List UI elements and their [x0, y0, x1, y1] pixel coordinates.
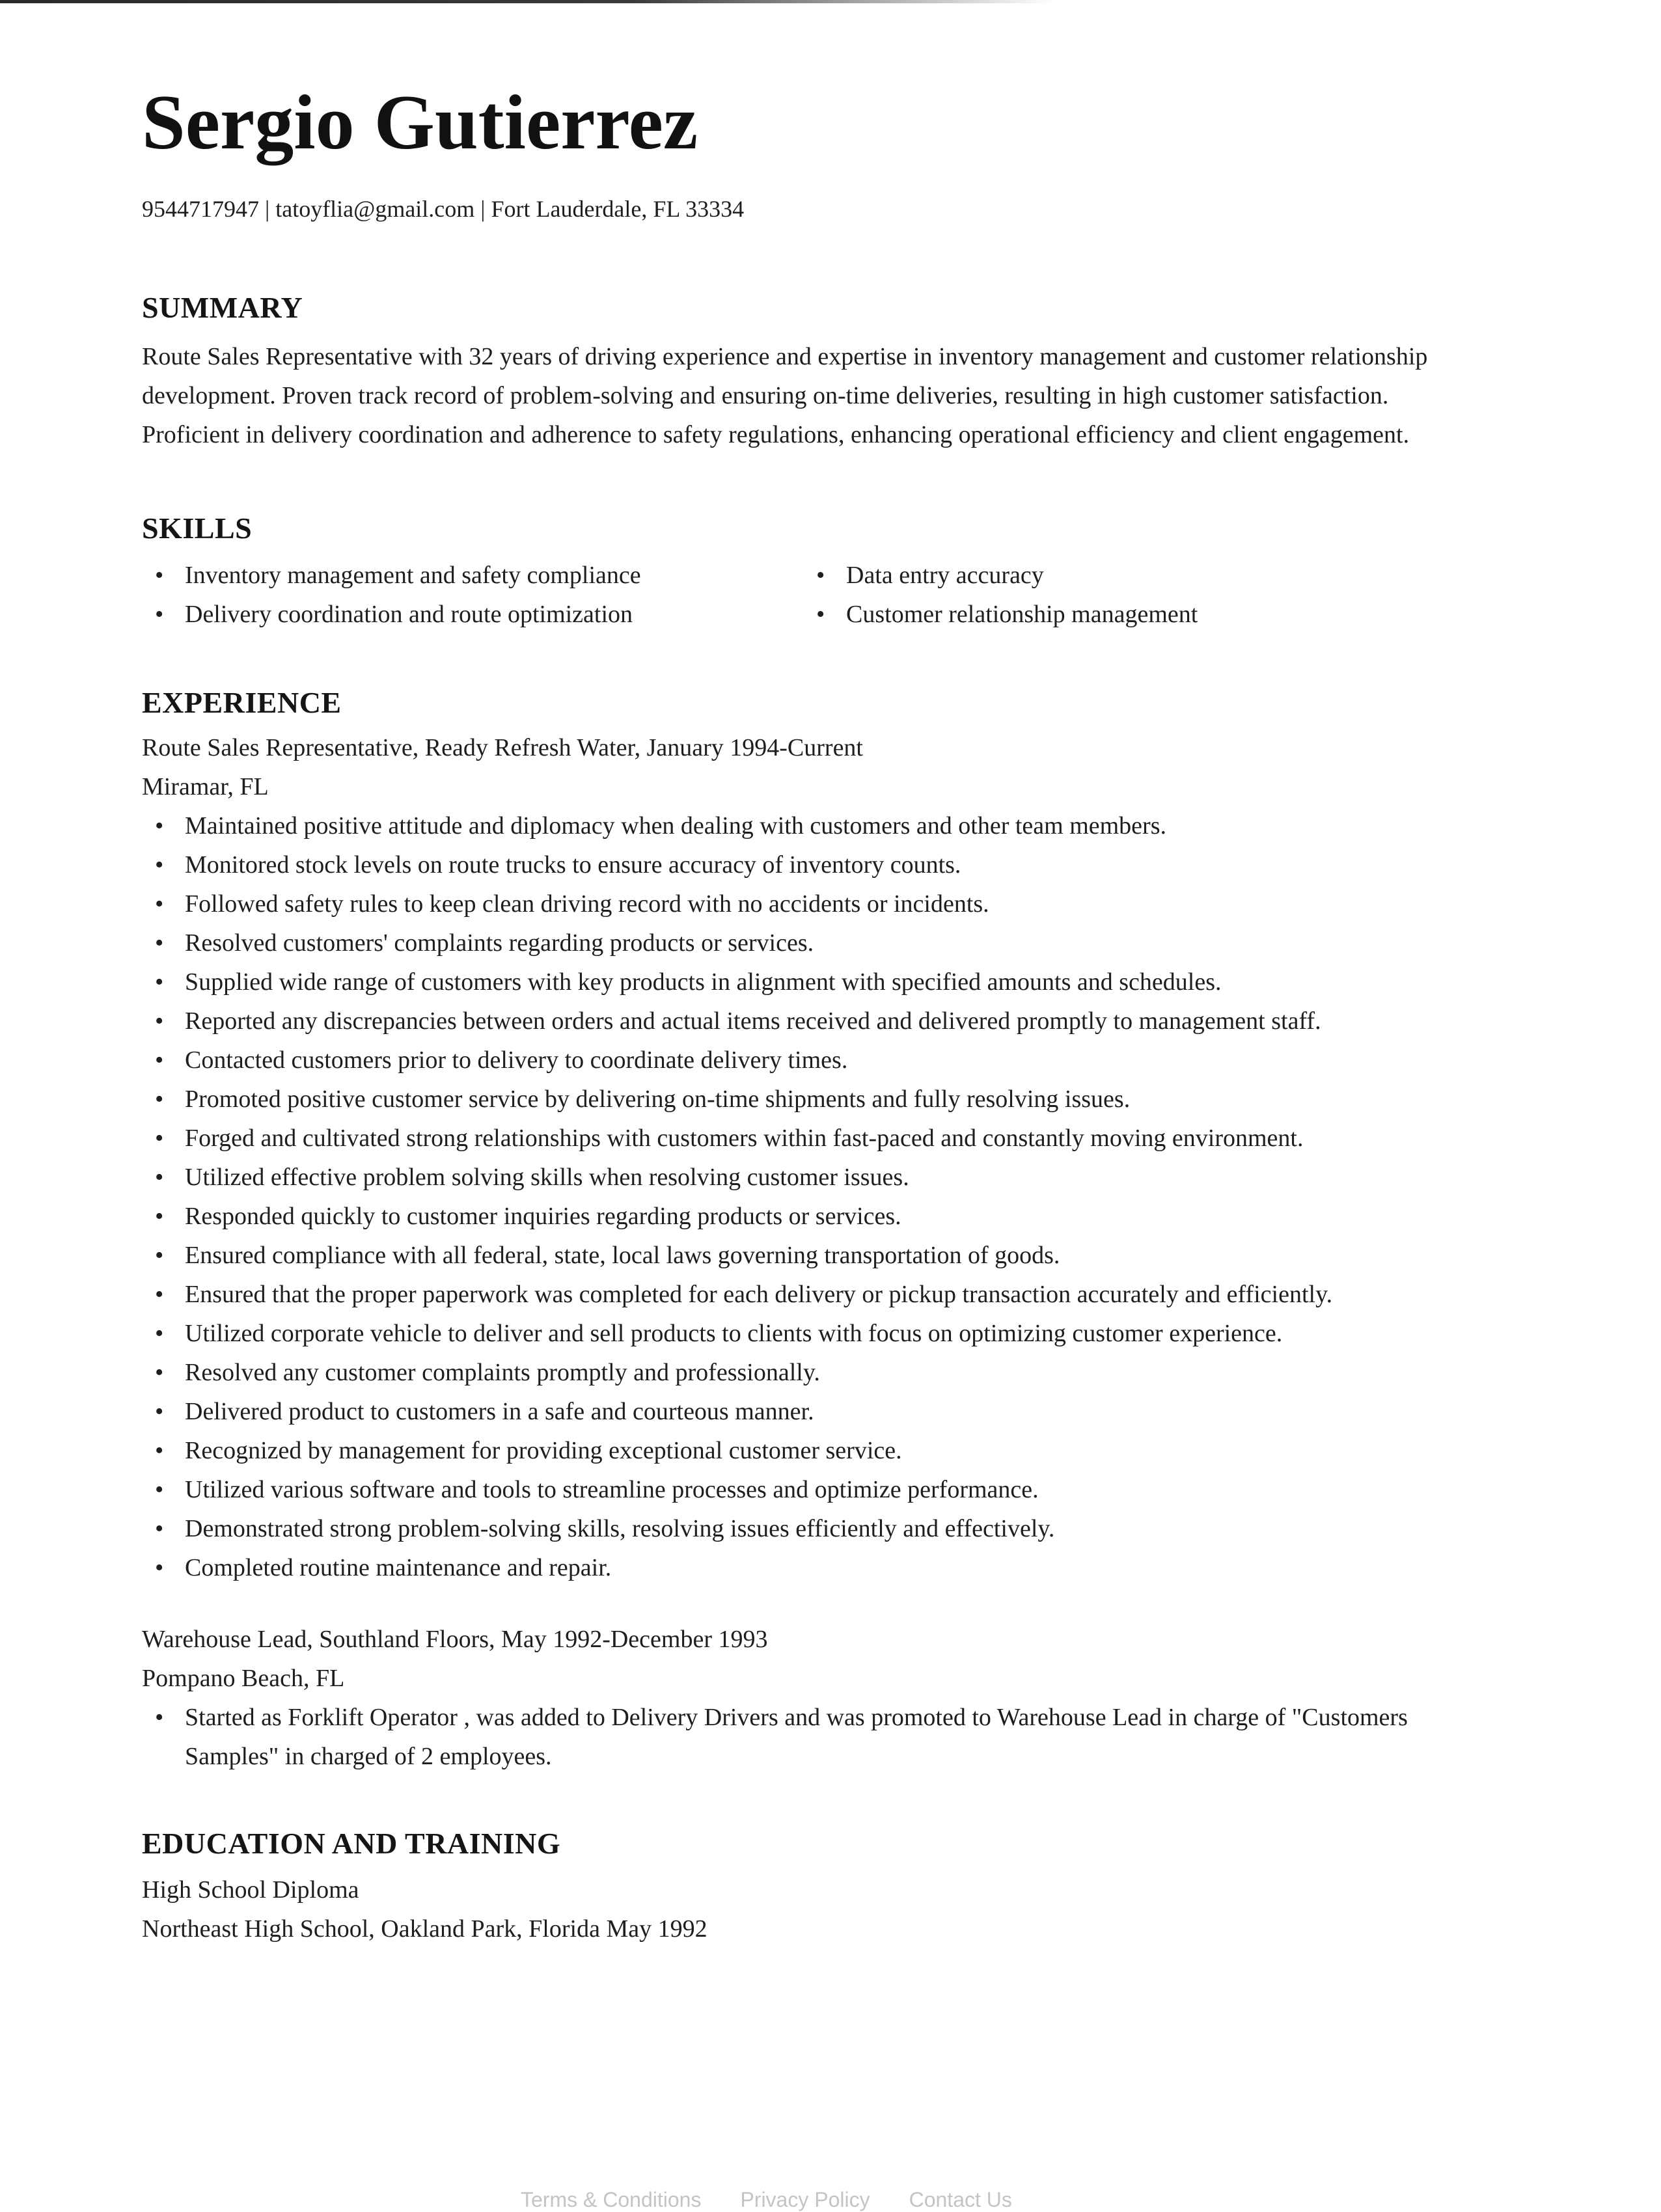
terms-link[interactable]: Terms & Conditions: [521, 2188, 702, 2211]
education-degree: High School Diploma: [142, 1876, 359, 1904]
job-bullet: • Promoted positive customer service by delivering on-time shipments and fully resolving issues.: [142, 1080, 1470, 1119]
education-school: Northeast High School, Oakland Park, Florida May 1992: [142, 1915, 707, 1943]
job-bullet: • Recognized by management for providing exceptional customer service.: [142, 1431, 1470, 1470]
candidate-name: Sergio Gutierrez: [142, 79, 698, 165]
job-bullet: • Utilized various software and tools to streamline processes and optimize performance.: [142, 1470, 1470, 1509]
job-bullet: • Maintained positive attitude and diplomacy when dealing with customers and other team members.: [142, 806, 1470, 845]
education-heading: EDUCATION AND TRAINING: [142, 1826, 561, 1860]
skills-column-right: [803, 556, 1464, 634]
contact-line: 9544717947 | tatoyflia@gmail.com | Fort Lauderdale, FL 33334: [142, 196, 745, 222]
job-bullet: • Followed safety rules to keep clean driving record with no accidents or incidents.: [142, 884, 1470, 923]
page-footer: [521, 2188, 1012, 2212]
job-heading: Warehouse Lead, Southland Floors, May 1992-December 1993: [142, 1625, 768, 1653]
skills-column-left: [142, 556, 803, 634]
experience-heading: EXPERIENCE: [142, 685, 342, 719]
job-bullet: • Reported any discrepancies between orders and actual items received and delivered promptly to management staff.: [142, 1002, 1470, 1041]
contact-link[interactable]: Contact Us: [909, 2188, 1012, 2211]
job-heading: Route Sales Representative, Ready Refresh Water, January 1994-Current: [142, 733, 863, 761]
job-bullet: • Supplied wide range of customers with key products in alignment with specified amounts and schedules.: [142, 963, 1470, 1002]
job-bullet: • Utilized effective problem solving skills when resolving customer issues.: [142, 1158, 1470, 1197]
job-bullet: • Contacted customers prior to delivery to coordinate delivery times.: [142, 1041, 1470, 1080]
skill-item: • Inventory management and safety compliance: [142, 556, 803, 595]
job-bullet: • Ensured compliance with all federal, state, local laws governing transportation of goods.: [142, 1236, 1470, 1275]
job-bullet-list: [142, 1698, 1470, 1776]
privacy-link[interactable]: Privacy Policy: [740, 2188, 870, 2211]
skill-item: • Delivery coordination and route optimization: [142, 595, 803, 634]
job-bullet: • Resolved any customer complaints promptly and professionally.: [142, 1353, 1470, 1392]
skill-item: • Data entry accuracy: [803, 556, 1464, 595]
job-location: Pompano Beach, FL: [142, 1664, 345, 1692]
job-bullet-list: [142, 806, 1470, 1587]
job-bullet: • Responded quickly to customer inquiries regarding products or services.: [142, 1197, 1470, 1236]
job-bullet: • Started as Forklift Operator , was added to Delivery Drivers and was promoted to Warehouse Lead in charge of "Customers Samples" in charged of 2 employees.: [142, 1698, 1470, 1776]
job-bullet: • Ensured that the proper paperwork was completed for each delivery or pickup transaction accurately and efficiently.: [142, 1275, 1470, 1314]
skills-heading: SKILLS: [142, 512, 253, 545]
skill-item: • Customer relationship management: [803, 595, 1464, 634]
skills-list: [142, 556, 1470, 634]
resume-page: [142, 65, 1470, 1948]
scan-edge: [0, 0, 1054, 3]
summary-text: Route Sales Representative with 32 years of driving experience and expertise in inventory management and customer relationship development. Proven track record of problem-solving and ensuring on-time deliveries, resulting in high customer satisfaction. Proficient in delivery coordination and adherence to safety regulations, enhancing operational efficiency and client engagement.: [142, 343, 1428, 449]
job-bullet: • Forged and cultivated strong relationships with customers within fast-paced and constantly moving environment.: [142, 1119, 1470, 1158]
summary-heading: SUMMARY: [142, 291, 303, 325]
job-bullet: • Monitored stock levels on route trucks to ensure accuracy of inventory counts.: [142, 845, 1470, 884]
job-location: Miramar, FL: [142, 772, 269, 800]
job-bullet: • Completed routine maintenance and repair.: [142, 1548, 1470, 1587]
job-bullet: • Delivered product to customers in a safe and courteous manner.: [142, 1392, 1470, 1431]
job-bullet: • Utilized corporate vehicle to deliver and sell products to clients with focus on optimizing customer experience.: [142, 1314, 1470, 1353]
job-bullet: • Demonstrated strong problem-solving skills, resolving issues efficiently and effectively.: [142, 1509, 1470, 1548]
job-bullet: • Resolved customers' complaints regarding products or services.: [142, 923, 1470, 963]
